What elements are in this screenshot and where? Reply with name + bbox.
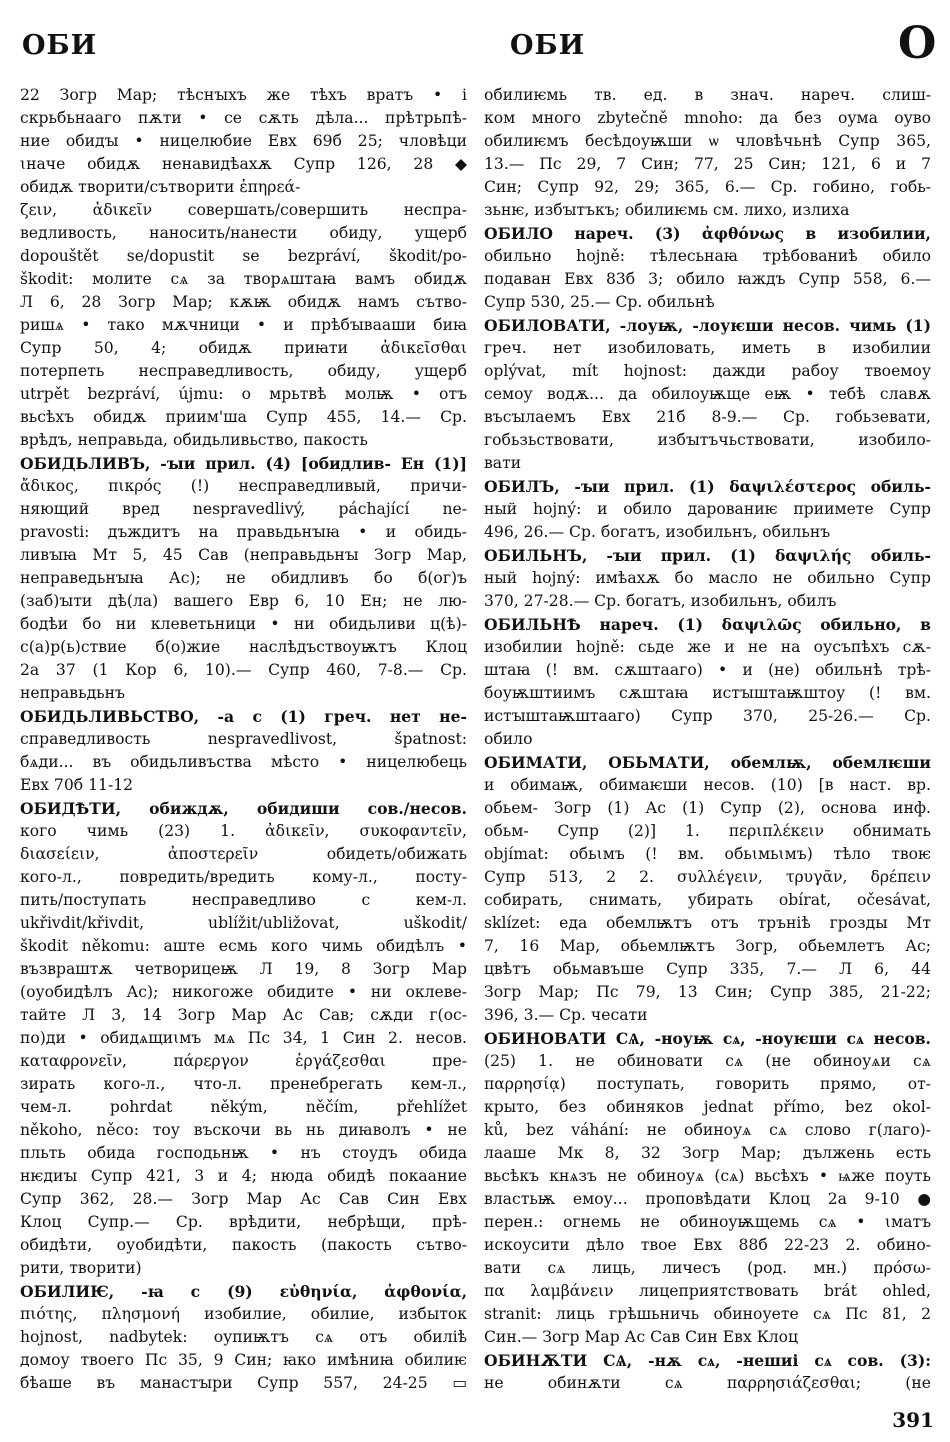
text-line: домоу твоего Пс 35, 9 Син; ꙗко имѣниꙗ обилиѥ bbox=[20, 1351, 467, 1369]
entry-headword-line: ОБИНѪТИ СѦ, -нѫ сѧ, -нешиi сѧ сов. (3): bbox=[484, 1351, 931, 1370]
left-column bbox=[20, 84, 467, 1395]
text-line: бѧди... въ обидьливъства мѣсто • ницелюбець bbox=[20, 753, 467, 771]
text-line: ком много zbytečně mnoho: да без оума оуво bbox=[484, 109, 931, 127]
text-line: ный hojný: и обило дарованиѥ приимете Супр bbox=[484, 500, 931, 518]
text-line: неправедьнꙑꙗ Ас); не обидливъ бо б(ог)ъ bbox=[20, 569, 467, 587]
text-line: 22 Зогр Мар; тѣснꙑхъ же тѣхъ вратъ • і bbox=[20, 86, 467, 104]
entry-headword-line: ОБИДѢТИ, обиждѫ, обидиши сов./несов. bbox=[20, 799, 467, 818]
text-line: нѥдиꙑ Супр 421, 3 и 4; нюда обидѣ покаание bbox=[20, 1167, 467, 1185]
text-line: греч. нет изобиловать, иметь в изобилии bbox=[484, 339, 931, 357]
text-line: ливꙑꙗ Мт 5, 45 Сав (неправьдьнꙑ Зогр Мар, bbox=[20, 546, 467, 564]
text-line: семоу водѫ... да обилоуѭще еѭ • тебѣ славѫ bbox=[484, 385, 931, 403]
text-line: objímat: обьꙇмъ (! вм. обьꙇмьꙇмъ) тѣло твоѥ bbox=[484, 845, 931, 863]
text-line: Зогр Мар; Пс 79, 13 Син; Супр 385, 21-22; bbox=[484, 983, 931, 1001]
text-line: oplývat, mít hojnost: дажди рабоу твоемоу bbox=[484, 362, 931, 380]
text-line: боуѭштиимъ сѫштаꙗ истꙑштаѭштоу (! вм. bbox=[484, 684, 931, 702]
text-line: hojnost, nadbytek: оупиѭтъ сѧ отъ обиліѣ bbox=[20, 1328, 467, 1346]
text-line: πα λαμβάνειν лицеприятствовать brát ohled, bbox=[484, 1282, 931, 1300]
text-line: Супр 50, 4; обидѫ приꙗти ἀδικεῖσθαι bbox=[20, 339, 467, 357]
text-line: вати сѧ лиць, личесъ (род. мн.) πρόσω- bbox=[484, 1259, 931, 1277]
text-line: по)ди • обидѧщиꙇмъ мѧ Пс 34, 1 Син 2. несов. bbox=[20, 1029, 467, 1047]
text-line: (оуобидѣлъ Ас); никогоже обидите • ни оклеве- bbox=[20, 983, 467, 1001]
text-line: штаꙗ (! вм. сѫштааго) • и (не) обильнѣ трѣ- bbox=[484, 661, 931, 679]
text-line: и обимаѭ, обимаѥши несов. (10) [в наст. вр. bbox=[484, 776, 931, 794]
text-line: скрьбьнааго пѫти • се сѫть дѣла... прѣтрьпѣ- bbox=[20, 109, 467, 127]
text-line: не обинѫти сѧ παρρησιάζεσθαι; (не bbox=[484, 1374, 931, 1392]
text-line: справедливость nespravedlivost, špatnost: bbox=[20, 730, 467, 748]
text-line: зирать кого-л., что-л. пренебрегать кем-л., bbox=[20, 1075, 467, 1093]
running-head-right: ОБИ bbox=[510, 30, 586, 61]
text-line: вьсѣхъ обидѫ приим'ша Супр 455, 14.— Ср. bbox=[20, 408, 467, 426]
entry-headword-line: ОБИЛИѤ, -ꙗ с (9) εὐθηνία, ἀφθονία, bbox=[20, 1282, 467, 1301]
text-line: изобилии hojně: сьде же и не на оусъпѣхъ сѫ- bbox=[484, 638, 931, 656]
text-line: вати bbox=[484, 454, 522, 472]
text-line: 13.— Пс 29, 7 Син; 77, 25 Син; 121, 6 и 7 bbox=[484, 155, 931, 173]
text-line: потерпеть несправедливость, обиду, ущерб bbox=[20, 362, 467, 380]
text-line: въсꙑлаемъ Евх 21б 8-9.— Ср. гобьзевати, bbox=[484, 408, 931, 426]
text-line: διασείειν, ἀποστερεῖν обидеть/обижать bbox=[20, 845, 467, 863]
text-line: 2а 37 (1 Кор 6, 10).— Супр 460, 7-8.— Ср. bbox=[20, 661, 467, 679]
text-line: škodit: молите сѧ за творѧштаꙗ вамъ обидѫ bbox=[20, 270, 467, 288]
text-line: неправьдьнъ bbox=[20, 684, 125, 702]
text-line: pravosti: дъждитъ на правьдьнꙑꙗ • и обидь- bbox=[20, 523, 467, 541]
text-line: вьсѣкъ кнѧзъ не обиноуѧ (сѧ) вьсѣхъ • ѩже поуть bbox=[484, 1167, 931, 1185]
page-number: 391 bbox=[892, 1408, 934, 1432]
text-line: ἄδικος, πικρός (!) несправедливый, причи- bbox=[20, 477, 467, 495]
text-line: обильно hojně: тѣлесьнаꙗ трѣбованиѣ обило bbox=[484, 247, 931, 265]
text-line: Л 6, 28 Зогр Мар; кѫѭ обидѫ намъ сътво- bbox=[20, 293, 467, 311]
text-line: пльть обида господьнѭ • нъ стоудъ обида bbox=[20, 1144, 467, 1162]
text-line: обилиѥмъ бесѣдоуѭши ѡ чловѣчьнѣ Супр 365, bbox=[484, 132, 931, 150]
text-line: někoho, něco: тоу въскочи вь нь диꙗволъ • не bbox=[20, 1121, 467, 1139]
text-line: Супр 362, 28.— Зогр Мар Ас Сав Син Евх bbox=[20, 1190, 467, 1208]
text-line: обило bbox=[484, 730, 533, 748]
text-line: обьм- Супр (2)] 1. περιπλέκειν обнимать bbox=[484, 822, 931, 840]
text-line: 396, 3.— Ср. чесати bbox=[484, 1006, 648, 1024]
entry-headword-line: ОБИЛЬНЪ, -ꙑи прил. (1) δαψιλής обиль- bbox=[484, 546, 931, 565]
text-line: sklízet: еда обемлѭтъ отъ трънiѣ грозды Мт bbox=[484, 914, 931, 932]
text-line: чем-л. pohrdat někým, něčím, přehlížet bbox=[20, 1098, 467, 1116]
text-line: обидѣти, оуобидѣти, пакость (пакость сътво- bbox=[20, 1236, 467, 1254]
text-line: обилиѥмь тв. ед. в знач. нареч. слиш- bbox=[484, 86, 931, 104]
text-line: гобьзьствовати, избꙑтъчьствовати, изобило- bbox=[484, 431, 931, 449]
text-line: 496, 26.— Ср. богатъ, изобильнъ, обильнъ bbox=[484, 523, 831, 541]
entry-headword-line: ОБИЛО нареч. (3) ἀφθόνως в изобилии, bbox=[484, 224, 931, 243]
right-column bbox=[484, 84, 931, 1395]
text-line: (25) 1. не обиновати сѧ (не обиноуѧи сѧ bbox=[484, 1052, 931, 1070]
text-line: Син; Супр 92, 29; 365, 6.— Ср. гобино, гобь- bbox=[484, 178, 931, 196]
text-line: ведливость, наносить/нанести обиду, ущерб bbox=[20, 224, 467, 242]
text-line: пить/поступать несправедливо с кем-л. bbox=[20, 891, 467, 909]
text-line: ukřivdit/křivdit, ublížit/ubližovat, uškodit/ bbox=[20, 914, 467, 932]
text-line: обидѫ творити/сътворити ἐπηρεά- bbox=[20, 178, 301, 196]
text-line: πιότης, πλησμονή изобилие, обилие, избыток bbox=[20, 1305, 467, 1323]
text-line: 7, 16 Мар, обьемлѭтъ Зогр, обьемлетъ Ас; bbox=[484, 937, 931, 955]
text-line: крыто, без обиняков jednat přímo, bez okol- bbox=[484, 1098, 931, 1116]
text-line: Евх 70б 11-12 bbox=[20, 776, 134, 794]
text-line: зьнѥ, избꙑтъкъ; обилиѥмь см. лихо, излиха bbox=[484, 201, 850, 219]
text-line: възвраштѫ четворицеѭ Л 19, 8 Зогр Мар bbox=[20, 960, 467, 978]
text-line: καταφρονεῖν, πάρεργον ἐργάζεσθαι пре- bbox=[20, 1052, 467, 1070]
text-line: властьѭ емоу... проповѣдати Клоц 2а 9-10 ● bbox=[484, 1190, 931, 1208]
text-line: бѣаше въ манастꙑри Супр 557, 24-25 ▭ bbox=[20, 1374, 467, 1392]
running-head-left: ОБИ bbox=[22, 30, 98, 61]
text-line: utrpět bezpráví, újmu: о мрьтвѣ молѭ • отъ bbox=[20, 385, 467, 403]
text-line: ζειν, ἀδικεῖν совершать/совершить неспра- bbox=[20, 201, 467, 219]
text-line: перен.: огнемь не обиноуѭщемь сѧ • ꙇматъ bbox=[484, 1213, 931, 1231]
text-line: няющий вред nespravedlivý, páchající ne- bbox=[20, 500, 467, 518]
text-line: собирать, снимать, убирать obírat, očesávat, bbox=[484, 891, 931, 909]
text-line: 370, 27-28.— Ср. богатъ, изобильнъ, обилъ bbox=[484, 592, 837, 610]
text-line: тайте Л 3, 14 Зогр Мар Ас Сав; сѫди г(ос- bbox=[20, 1006, 467, 1024]
text-line: лааше Мк 8, 32 Зогр Мар; дължень есть bbox=[484, 1144, 931, 1162]
text-line: искоусити дѣло твое Евх 88б 22-23 2. обино- bbox=[484, 1236, 931, 1254]
text-line: ние обидꙑ • ницелюбие Евх 69б 25; чловѣци bbox=[20, 132, 467, 150]
text-line: Супр 530, 25.— Ср. обильнѣ bbox=[484, 293, 715, 311]
entry-headword-line: ОБИНОВАТИ СѦ, -ноуѭ сѧ, -ноуѥши сѧ несов. bbox=[484, 1029, 931, 1048]
entry-headword-line: ОБИДЬЛИВЬСТВО, -а с (1) греч. нет не- bbox=[20, 707, 467, 726]
text-line: (заб)ꙑти дѣ(ла) вашего Евр 6, 10 Ен; не лю- bbox=[20, 592, 467, 610]
text-line: истꙑштаѭштааго) Супр 370, 25-26.— Ср. bbox=[484, 707, 931, 725]
entry-headword-line: ОБИМАТИ, ОБЬМАТИ, обемлѭ, обемлѥши bbox=[484, 753, 931, 772]
entry-headword-line: ОБИЛЬНѢ нареч. (1) δαψιλῶς обильно, в bbox=[484, 615, 931, 634]
text-line: с(а)р(ь)ствие б(о)жие наслѣдъствоуѭтъ Клоц bbox=[20, 638, 467, 656]
text-line: бодѣи бо ни клеветьници • ни обидьливи ц(ѣ)- bbox=[20, 615, 467, 633]
text-line: Супр 513, 2 2. συλλέγειν, τρυγᾶν, δρέπειν bbox=[484, 868, 931, 886]
text-line: Син.— Зогр Мар Ас Сав Син Евх Клоц bbox=[484, 1328, 799, 1346]
text-line: кого-л., повредить/вредить кому-л., посту- bbox=[20, 868, 467, 886]
text-line: ный hojný: имѣахѫ бо масло не обильно Супр bbox=[484, 569, 931, 587]
section-letter: О bbox=[898, 18, 938, 69]
text-line: Клоц Супр.— Ср. врѣдити, небрѣщи, прѣ- bbox=[20, 1213, 467, 1231]
text-line: кого чимь (23) 1. ἀδικεῖν, συκοφαντεῖν, bbox=[20, 822, 467, 840]
text-line: παρρησίᾳ) поступать, говорить прямо, от- bbox=[484, 1075, 931, 1093]
entry-headword-line: ОБИЛОВАТИ, -лоуѭ, -лоуѥши несов. чимь (1) bbox=[484, 316, 931, 335]
text-line: stranit: лиць грѣшьничь обиноуете сѧ Пс 81, 2 bbox=[484, 1305, 931, 1323]
text-line: рити, творити) bbox=[20, 1259, 142, 1277]
text-line: ků, bez váhání: не обиноуѧ сѧ слово г(лаго)- bbox=[484, 1121, 931, 1139]
entry-headword-line: ОБИЛЪ, -ꙑи прил. (1) δαψιλέστερος обиль- bbox=[484, 477, 931, 496]
text-line: škodit někomu: аште есмь кого чимь обидѣлъ • bbox=[20, 937, 467, 955]
text-line: ꙇначе обидѫ ненавидѣахѫ Супр 126, 28 ◆ bbox=[20, 155, 467, 173]
entry-headword-line: ОБИДЬЛИВЪ, -ꙑи прил. (4) [обидлив- Ен (1)] bbox=[20, 454, 467, 473]
text-line: dopouštět se/dopustit se bezpráví, škodit/po- bbox=[20, 247, 467, 265]
text-line: подаван Евх 83б 3; обило ꙗждъ Супр 558, 6.— bbox=[484, 270, 931, 288]
text-line: цвѣтъ обьмавъше Супр 335, 7.— Л 6, 44 bbox=[484, 960, 931, 978]
text-line: врѣдъ, неправьда, обидьливьство, пакость bbox=[20, 431, 368, 449]
text-line: ришѧ • тако мѫчници • и прѣбꙑвааши биꙗ bbox=[20, 316, 467, 334]
text-line: обьем- Зогр (1) Ас (1) Супр (2), основа инф. bbox=[484, 799, 931, 817]
